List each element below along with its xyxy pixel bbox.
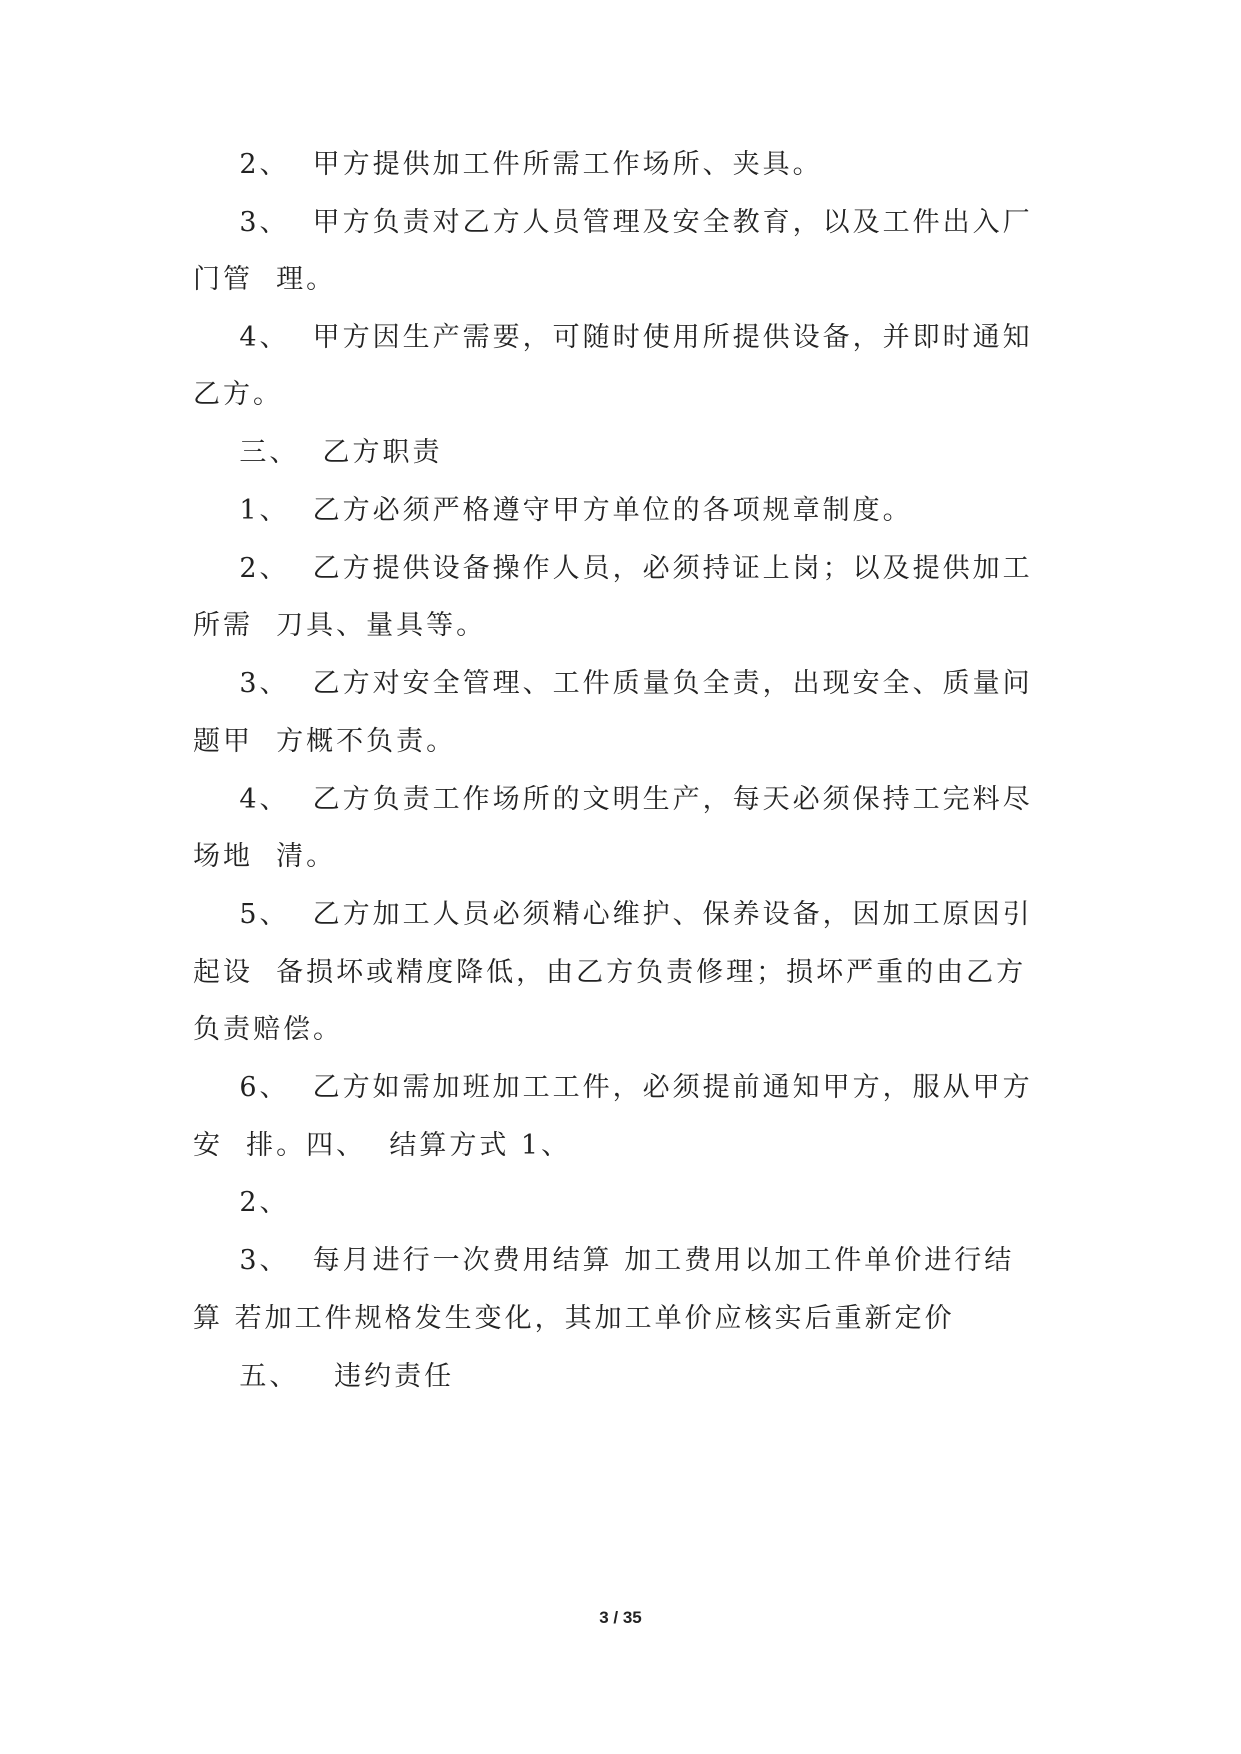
section-heading: 五、 违约责任 bbox=[193, 1361, 455, 1392]
text-line: 3、 每月进行一次费用结算 加工费用以加工件单价进行结 bbox=[193, 1245, 1015, 1276]
text-line: 4、 甲方因生产需要，可随时使用所提供设备，并即时通知 bbox=[193, 322, 1033, 353]
text-line: 5、 乙方加工人员必须精心维护、保养设备，因加工原因引 bbox=[193, 899, 1033, 930]
text-line: 安 排。四、 结算方式 1、 bbox=[193, 1130, 572, 1161]
text-line: 起设 备损坏或精度降低，由乙方负责修理；损坏严重的由乙方 bbox=[193, 957, 1027, 988]
text-line: 2、 甲方提供加工件所需工作场所、夹具。 bbox=[193, 149, 823, 180]
text-line: 2、 乙方提供设备操作人员，必须持证上岗；以及提供加工 bbox=[193, 553, 1033, 584]
page-number: 3 / 35 bbox=[599, 1608, 642, 1627]
text-line: 乙方。 bbox=[193, 379, 283, 410]
text-line: 3、 乙方对安全管理、工件质量负全责，出现安全、质量问 bbox=[193, 668, 1033, 699]
text-line: 题甲 方概不负责。 bbox=[193, 726, 457, 757]
text-line: 所需 刀具、量具等。 bbox=[193, 610, 487, 641]
text-line: 1、 乙方必须严格遵守甲方单位的各项规章制度。 bbox=[193, 495, 913, 526]
text-line: 场地 清。 bbox=[193, 841, 337, 872]
text-line: 2、 bbox=[193, 1187, 290, 1218]
text-line: 门管 理。 bbox=[193, 264, 337, 295]
text-line: 负责赔偿。 bbox=[193, 1014, 343, 1045]
text-line: 4、 乙方负责工作场所的文明生产，每天必须保持工完料尽 bbox=[193, 784, 1033, 815]
section-heading: 三、 乙方职责 bbox=[193, 437, 443, 468]
text-line: 6、 乙方如需加班加工工件，必须提前通知甲方，服从甲方 bbox=[193, 1072, 1033, 1103]
text-line: 算 若加工件规格发生变化，其加工单价应核实后重新定价 bbox=[193, 1303, 955, 1334]
text-line: 3、 甲方负责对乙方人员管理及安全教育，以及工件出入厂 bbox=[193, 207, 1033, 238]
